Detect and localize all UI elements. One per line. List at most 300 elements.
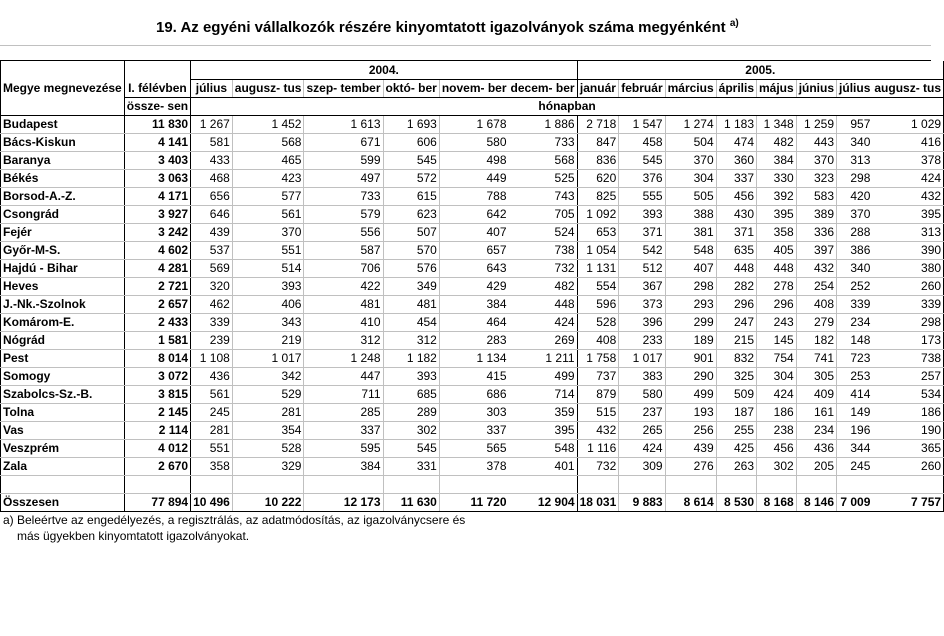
month-value-cell: 8 614 — [665, 493, 716, 511]
month-value-cell: 642 — [439, 205, 508, 223]
month-value-cell: 279 — [796, 313, 836, 331]
month-value-cell: 514 — [232, 259, 304, 277]
h1-total-cell: 11 830 — [124, 115, 190, 133]
month-value-cell: 304 — [757, 367, 797, 385]
month-value-cell: 1 248 — [304, 349, 383, 367]
month-header-2005: február — [619, 79, 665, 97]
month-value-cell: 429 — [439, 277, 508, 295]
data-table — [0, 61, 944, 512]
month-value-cell: 234 — [796, 421, 836, 439]
month-value-cell: 732 — [509, 259, 578, 277]
month-value-cell: 509 — [716, 385, 756, 403]
month-value-cell: 738 — [872, 349, 943, 367]
month-value-cell: 733 — [304, 187, 383, 205]
month-value-cell: 568 — [232, 133, 304, 151]
month-value-cell: 234 — [837, 313, 873, 331]
month-value-cell: 12 904 — [509, 493, 578, 511]
month-value-cell: 149 — [837, 403, 873, 421]
month-value-cell: 245 — [191, 403, 233, 421]
month-value-cell: 447 — [304, 367, 383, 385]
month-value-cell: 423 — [232, 169, 304, 187]
month-value-cell: 289 — [383, 403, 439, 421]
month-value-cell: 542 — [619, 241, 665, 259]
month-value-cell: 298 — [665, 277, 716, 295]
table-row — [1, 367, 944, 385]
month-value-cell: 239 — [191, 331, 233, 349]
county-name: Szabolcs-Sz.-B. — [1, 385, 125, 403]
table-row — [1, 205, 944, 223]
county-name: Fejér — [1, 223, 125, 241]
header-unit-row — [1, 97, 944, 115]
month-header-2004: decem- ber — [509, 79, 578, 97]
h1-total-cell: 4 171 — [124, 187, 190, 205]
month-value-cell: 686 — [439, 385, 508, 403]
month-value-cell: 580 — [439, 133, 508, 151]
month-value-cell: 10 496 — [191, 493, 233, 511]
table-row — [1, 439, 944, 457]
month-value-cell: 190 — [872, 421, 943, 439]
month-value-cell: 1 259 — [796, 115, 836, 133]
month-value-cell: 643 — [439, 259, 508, 277]
month-value-cell: 732 — [577, 457, 619, 475]
header-year-row — [1, 61, 944, 79]
month-value-cell: 657 — [439, 241, 508, 259]
month-value-cell: 406 — [232, 295, 304, 313]
month-value-cell: 545 — [383, 439, 439, 457]
month-value-cell: 344 — [837, 439, 873, 457]
county-name: Komárom-E. — [1, 313, 125, 331]
month-value-cell: 1 211 — [509, 349, 578, 367]
empty-cell — [304, 475, 383, 493]
month-value-cell: 741 — [796, 349, 836, 367]
empty-cell — [796, 475, 836, 493]
month-value-cell: 504 — [665, 133, 716, 151]
month-value-cell: 386 — [837, 241, 873, 259]
month-value-cell: 901 — [665, 349, 716, 367]
month-value-cell: 1 758 — [577, 349, 619, 367]
month-value-cell: 528 — [577, 313, 619, 331]
month-value-cell: 260 — [872, 277, 943, 295]
county-name: Somogy — [1, 367, 125, 385]
table-row — [1, 133, 944, 151]
h1-total-cell: 2 433 — [124, 313, 190, 331]
month-header-2005: április — [716, 79, 756, 97]
month-value-cell: 498 — [439, 151, 508, 169]
month-value-cell: 1 116 — [577, 439, 619, 457]
header-empty-cell — [1, 97, 125, 115]
month-value-cell: 323 — [796, 169, 836, 187]
county-name: Baranya — [1, 151, 125, 169]
month-value-cell: 754 — [757, 349, 797, 367]
month-value-cell: 424 — [509, 313, 578, 331]
h1-total-cell: 3 927 — [124, 205, 190, 223]
month-value-cell: 302 — [383, 421, 439, 439]
county-name: Csongrád — [1, 205, 125, 223]
month-value-cell: 354 — [232, 421, 304, 439]
month-value-cell: 370 — [796, 151, 836, 169]
month-value-cell: 529 — [232, 385, 304, 403]
month-value-cell: 393 — [383, 367, 439, 385]
h1-total-cell: 2 657 — [124, 295, 190, 313]
county-name: Budapest — [1, 115, 125, 133]
empty-cell — [439, 475, 508, 493]
month-value-cell: 337 — [439, 421, 508, 439]
empty-cell — [124, 475, 190, 493]
month-value-cell: 407 — [439, 223, 508, 241]
month-value-cell: 370 — [837, 205, 873, 223]
month-value-cell: 534 — [872, 385, 943, 403]
spacer-row — [1, 475, 944, 493]
month-value-cell: 581 — [191, 133, 233, 151]
h1-total-cell: 2 721 — [124, 277, 190, 295]
month-value-cell: 371 — [619, 223, 665, 241]
month-value-cell: 358 — [191, 457, 233, 475]
month-value-cell: 186 — [757, 403, 797, 421]
county-name: J.-Nk.-Szolnok — [1, 295, 125, 313]
month-value-cell: 405 — [757, 241, 797, 259]
month-value-cell: 11 720 — [439, 493, 508, 511]
month-value-cell: 420 — [837, 187, 873, 205]
month-value-cell: 388 — [665, 205, 716, 223]
month-value-cell: 448 — [757, 259, 797, 277]
month-value-cell: 1 182 — [383, 349, 439, 367]
month-value-cell: 595 — [304, 439, 383, 457]
month-value-cell: 401 — [509, 457, 578, 475]
month-value-cell: 615 — [383, 187, 439, 205]
month-value-cell: 825 — [577, 187, 619, 205]
empty-cell — [757, 475, 797, 493]
month-value-cell: 263 — [716, 457, 756, 475]
month-value-cell: 384 — [304, 457, 383, 475]
month-value-cell: 443 — [796, 133, 836, 151]
month-header-2005: január — [577, 79, 619, 97]
month-value-cell: 548 — [509, 439, 578, 457]
month-value-cell: 298 — [872, 313, 943, 331]
month-value-cell: 313 — [837, 151, 873, 169]
month-value-cell: 187 — [716, 403, 756, 421]
month-value-cell: 623 — [383, 205, 439, 223]
month-value-cell: 296 — [757, 295, 797, 313]
month-value-cell: 285 — [304, 403, 383, 421]
month-value-cell: 215 — [716, 331, 756, 349]
unit-header: hónapban — [191, 97, 944, 115]
header-empty-cell — [1, 61, 125, 79]
month-value-cell: 737 — [577, 367, 619, 385]
month-value-cell: 499 — [509, 367, 578, 385]
month-header-2005: május — [757, 79, 797, 97]
month-value-cell: 302 — [757, 457, 797, 475]
month-value-cell: 554 — [577, 277, 619, 295]
month-value-cell: 8 530 — [716, 493, 756, 511]
month-value-cell: 18 031 — [577, 493, 619, 511]
month-value-cell: 11 630 — [383, 493, 439, 511]
empty-cell — [716, 475, 756, 493]
month-value-cell: 255 — [716, 421, 756, 439]
month-value-cell: 370 — [232, 223, 304, 241]
month-value-cell: 481 — [383, 295, 439, 313]
table-row — [1, 169, 944, 187]
county-name: Nógrád — [1, 331, 125, 349]
month-value-cell: 331 — [383, 457, 439, 475]
month-value-cell: 312 — [304, 331, 383, 349]
county-name: Veszprém — [1, 439, 125, 457]
month-value-cell: 448 — [509, 295, 578, 313]
month-value-cell: 359 — [509, 403, 578, 421]
month-value-cell: 410 — [304, 313, 383, 331]
month-value-cell: 367 — [619, 277, 665, 295]
month-value-cell: 290 — [665, 367, 716, 385]
month-value-cell: 646 — [191, 205, 233, 223]
month-header-2005: augusz- tus — [872, 79, 943, 97]
h1-total-cell: 8 014 — [124, 349, 190, 367]
month-value-cell: 339 — [872, 295, 943, 313]
month-value-cell: 606 — [383, 133, 439, 151]
h1-total-cell: 2 145 — [124, 403, 190, 421]
total-header: össze- sen — [124, 97, 190, 115]
month-value-cell: 7 009 — [837, 493, 873, 511]
month-value-cell: 569 — [191, 259, 233, 277]
h1-total-cell: 3 242 — [124, 223, 190, 241]
table-row — [1, 457, 944, 475]
month-value-cell: 572 — [383, 169, 439, 187]
h1-total-cell: 4 141 — [124, 133, 190, 151]
month-value-cell: 448 — [716, 259, 756, 277]
title-row — [0, 0, 931, 46]
month-value-cell: 384 — [757, 151, 797, 169]
table-row — [1, 331, 944, 349]
month-header-2004: július — [191, 79, 233, 97]
month-value-cell: 433 — [191, 151, 233, 169]
h1-total-cell: 2 114 — [124, 421, 190, 439]
month-value-cell: 422 — [304, 277, 383, 295]
month-value-cell: 390 — [872, 241, 943, 259]
county-name: Borsod-A.-Z. — [1, 187, 125, 205]
month-value-cell: 576 — [383, 259, 439, 277]
month-value-cell: 339 — [191, 313, 233, 331]
table-row — [1, 187, 944, 205]
county-name: Heves — [1, 277, 125, 295]
month-value-cell: 432 — [577, 421, 619, 439]
month-value-cell: 278 — [757, 277, 797, 295]
month-value-cell: 832 — [716, 349, 756, 367]
month-value-cell: 1 092 — [577, 205, 619, 223]
month-value-cell: 376 — [619, 169, 665, 187]
month-value-cell: 358 — [757, 223, 797, 241]
county-name: Vas — [1, 421, 125, 439]
table-row — [1, 115, 944, 133]
month-value-cell: 465 — [232, 151, 304, 169]
month-value-cell: 1 017 — [619, 349, 665, 367]
table-row — [1, 349, 944, 367]
table-row — [1, 403, 944, 421]
month-header-2004: szep- tember — [304, 79, 383, 97]
county-name: Zala — [1, 457, 125, 475]
month-value-cell: 10 222 — [232, 493, 304, 511]
h1-total-cell: 1 581 — [124, 331, 190, 349]
county-name: Pest — [1, 349, 125, 367]
month-value-cell: 565 — [439, 439, 508, 457]
month-value-cell: 193 — [665, 403, 716, 421]
month-value-cell: 378 — [872, 151, 943, 169]
month-value-cell: 545 — [619, 151, 665, 169]
month-value-cell: 548 — [665, 241, 716, 259]
header-month-row — [1, 79, 944, 97]
month-value-cell: 380 — [872, 259, 943, 277]
month-value-cell: 245 — [837, 457, 873, 475]
month-value-cell: 260 — [872, 457, 943, 475]
month-value-cell: 360 — [716, 151, 756, 169]
month-value-cell: 957 — [837, 115, 873, 133]
month-value-cell: 1 131 — [577, 259, 619, 277]
month-value-cell: 330 — [757, 169, 797, 187]
month-value-cell: 269 — [509, 331, 578, 349]
month-value-cell: 408 — [577, 331, 619, 349]
month-value-cell: 1 029 — [872, 115, 943, 133]
month-value-cell: 458 — [619, 133, 665, 151]
month-value-cell: 283 — [439, 331, 508, 349]
month-value-cell: 524 — [509, 223, 578, 241]
header-empty-cell — [124, 61, 190, 79]
month-value-cell: 1 108 — [191, 349, 233, 367]
month-value-cell: 1 267 — [191, 115, 233, 133]
month-value-cell: 378 — [439, 457, 508, 475]
month-value-cell: 706 — [304, 259, 383, 277]
month-value-cell: 432 — [872, 187, 943, 205]
month-value-cell: 430 — [716, 205, 756, 223]
month-value-cell: 303 — [439, 403, 508, 421]
month-value-cell: 312 — [383, 331, 439, 349]
month-header-2004: novem- ber — [439, 79, 508, 97]
month-value-cell: 397 — [796, 241, 836, 259]
month-header-2004: októ- ber — [383, 79, 439, 97]
month-value-cell: 474 — [716, 133, 756, 151]
empty-cell — [837, 475, 873, 493]
month-value-cell: 243 — [757, 313, 797, 331]
empty-cell — [509, 475, 578, 493]
h1-total-cell: 3 063 — [124, 169, 190, 187]
h1-total-cell: 3 072 — [124, 367, 190, 385]
month-value-cell: 381 — [665, 223, 716, 241]
month-value-cell: 436 — [796, 439, 836, 457]
month-value-cell: 145 — [757, 331, 797, 349]
empty-row — [0, 46, 931, 61]
month-value-cell: 1 054 — [577, 241, 619, 259]
month-value-cell: 336 — [796, 223, 836, 241]
month-value-cell: 671 — [304, 133, 383, 151]
month-value-cell: 309 — [619, 457, 665, 475]
title-footnote-marker: a) — [729, 18, 739, 29]
month-value-cell: 365 — [872, 439, 943, 457]
month-value-cell: 182 — [796, 331, 836, 349]
empty-cell — [619, 475, 665, 493]
month-value-cell: 462 — [191, 295, 233, 313]
month-value-cell: 407 — [665, 259, 716, 277]
month-value-cell: 339 — [837, 295, 873, 313]
month-value-cell: 561 — [191, 385, 233, 403]
month-value-cell: 551 — [191, 439, 233, 457]
month-value-cell: 545 — [383, 151, 439, 169]
month-value-cell: 555 — [619, 187, 665, 205]
month-value-cell: 577 — [232, 187, 304, 205]
month-value-cell: 439 — [191, 223, 233, 241]
month-value-cell: 288 — [837, 223, 873, 241]
month-value-cell: 507 — [383, 223, 439, 241]
month-value-cell: 257 — [872, 367, 943, 385]
month-value-cell: 1 693 — [383, 115, 439, 133]
month-value-cell: 1 547 — [619, 115, 665, 133]
month-value-cell: 173 — [872, 331, 943, 349]
month-value-cell: 656 — [191, 187, 233, 205]
month-value-cell: 556 — [304, 223, 383, 241]
month-value-cell: 1 613 — [304, 115, 383, 133]
month-value-cell: 711 — [304, 385, 383, 403]
county-name: Bács-Kiskun — [1, 133, 125, 151]
month-value-cell: 12 173 — [304, 493, 383, 511]
month-value-cell: 337 — [716, 169, 756, 187]
month-value-cell: 384 — [439, 295, 508, 313]
month-value-cell: 8 146 — [796, 493, 836, 511]
month-value-cell: 343 — [232, 313, 304, 331]
month-value-cell: 265 — [619, 421, 665, 439]
month-value-cell: 579 — [304, 205, 383, 223]
month-value-cell: 7 757 — [872, 493, 943, 511]
month-value-cell: 635 — [716, 241, 756, 259]
month-value-cell: 396 — [619, 313, 665, 331]
month-value-cell: 371 — [716, 223, 756, 241]
month-value-cell: 304 — [665, 169, 716, 187]
month-value-cell: 205 — [796, 457, 836, 475]
month-value-cell: 580 — [619, 385, 665, 403]
month-value-cell: 561 — [232, 205, 304, 223]
month-value-cell: 320 — [191, 277, 233, 295]
month-value-cell: 439 — [665, 439, 716, 457]
month-value-cell: 340 — [837, 133, 873, 151]
month-value-cell: 653 — [577, 223, 619, 241]
footnote-line-1: a) Beleértve az engedélyezés, a regisztrálás, az adatmódosítás, az igazolványcsere és — [3, 513, 466, 527]
month-value-cell: 449 — [439, 169, 508, 187]
month-value-cell: 252 — [837, 277, 873, 295]
month-value-cell: 313 — [872, 223, 943, 241]
month-value-cell: 148 — [837, 331, 873, 349]
month-header-2005: június — [796, 79, 836, 97]
month-value-cell: 299 — [665, 313, 716, 331]
month-value-cell: 464 — [439, 313, 508, 331]
month-value-cell: 414 — [837, 385, 873, 403]
month-value-cell: 161 — [796, 403, 836, 421]
month-header-2005: július — [837, 79, 873, 97]
month-value-cell: 879 — [577, 385, 619, 403]
month-value-cell: 454 — [383, 313, 439, 331]
table-row — [1, 151, 944, 169]
table-title — [156, 18, 739, 36]
month-value-cell: 395 — [757, 205, 797, 223]
total-row — [1, 493, 944, 511]
month-value-cell: 325 — [716, 367, 756, 385]
h1-total-cell: 2 670 — [124, 457, 190, 475]
month-value-cell: 456 — [757, 439, 797, 457]
empty-cell — [191, 475, 233, 493]
table-row — [1, 277, 944, 295]
month-value-cell: 383 — [619, 367, 665, 385]
month-value-cell: 847 — [577, 133, 619, 151]
month-value-cell: 512 — [619, 259, 665, 277]
month-value-cell: 425 — [716, 439, 756, 457]
month-value-cell: 186 — [872, 403, 943, 421]
h1-total-cell: 77 894 — [124, 493, 190, 511]
table-row — [1, 385, 944, 403]
month-value-cell: 537 — [191, 241, 233, 259]
month-value-cell: 424 — [872, 169, 943, 187]
